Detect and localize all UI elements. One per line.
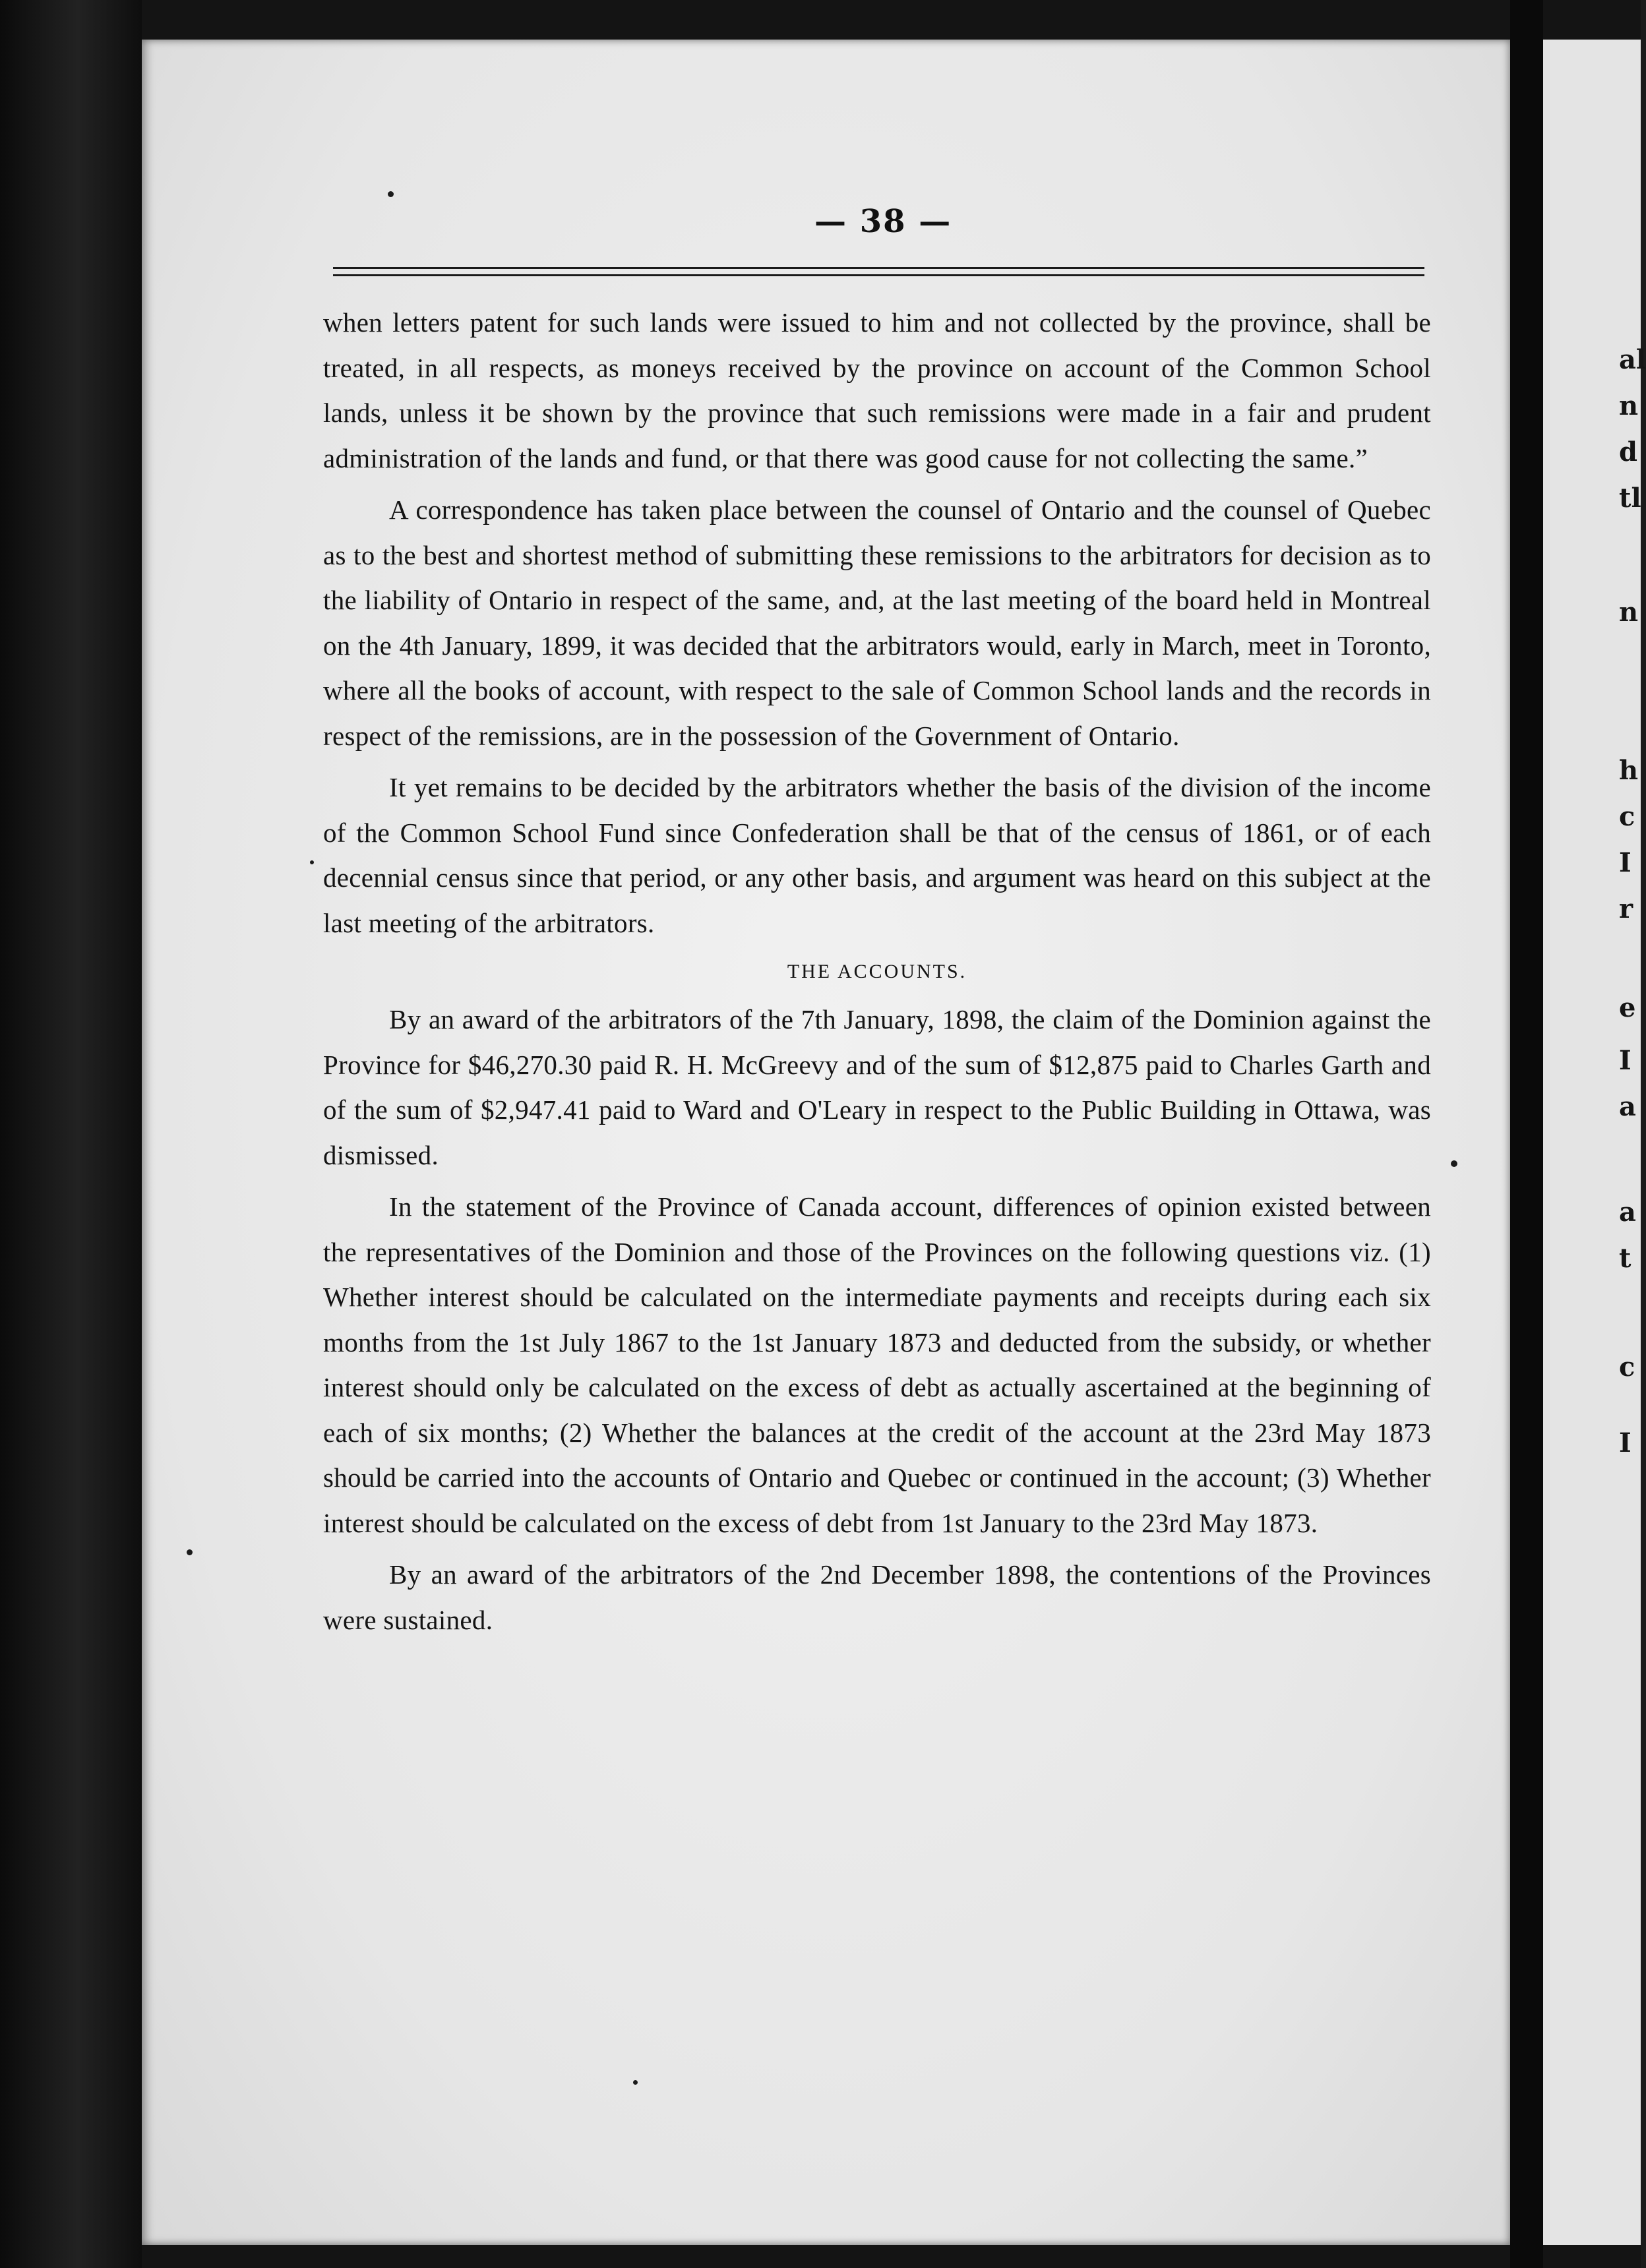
paragraph-basis-of-division: It yet remains to be decided by the arbitrators whether the basis of the division of the income of the Common School Fund since Confederation shall be that of the census of 1861, or of each decennial census since that period, or any other basis, and argument was heard on this subject at the last meeting of the arbitrators. (323, 772, 1431, 938)
facing-page-fragment: c (1619, 1352, 1635, 1383)
facing-page-edge (1543, 40, 1646, 2245)
page-number: — 38 — (814, 203, 952, 240)
facing-page-fragment: t (1619, 1243, 1631, 1274)
left-scan-margin (0, 0, 142, 2268)
facing-page-fragment: al (1619, 344, 1646, 375)
header-double-rule (333, 267, 1424, 276)
facing-page-fragment: c (1619, 801, 1635, 832)
section-heading-accounts: THE ACCOUNTS. (787, 961, 967, 982)
facing-page-fragment: I (1619, 847, 1631, 878)
facing-page-fragment: n (1619, 390, 1639, 421)
ink-speck (388, 191, 394, 197)
facing-page-fragment: I (1619, 1045, 1631, 1076)
facing-page-fragment: I (1619, 1427, 1631, 1458)
facing-page-fragment: h (1619, 755, 1639, 786)
ink-speck (1451, 1160, 1457, 1167)
page-body (323, 300, 1431, 1649)
facing-page-fragment: a (1619, 1197, 1636, 1228)
facing-page-fragment: e (1619, 992, 1636, 1023)
paragraph-award-1898: By an award of the arbitrators of the 7th January, 1898, the claim of the Dominion against the Province for $46,270.30 paid R. H. McGreevy and of the sum of $12,875 paid to Charles Garth and of the sum of $2,947.41 paid to Ward and O'Leary in respect to the Public Building in Ottawa, was dismissed. (323, 1004, 1431, 1170)
facing-page-fragment: a (1619, 1091, 1636, 1122)
facing-page-fragment: r (1619, 893, 1633, 924)
facing-page-fragment: tl (1619, 483, 1641, 514)
ink-speck (633, 2080, 638, 2085)
book-gutter (1510, 0, 1543, 2268)
facing-page-fragment: d (1619, 436, 1637, 467)
ink-speck (310, 860, 314, 864)
ink-speck (187, 1549, 193, 1555)
paragraph-continued: when letters patent for such lands were issued to him and not collected by the province, shall be treated, in all respects, as moneys received by the province on account of the Common School lands, unless it be shown by the province that such remissions were made in a fair and prudent administration of the lands and fund, or that there was good cause for not collecting the same.” (323, 307, 1431, 473)
paragraph-correspondence: A correspondence has taken place between the counsel of Ontario and the counsel of Quebec as to the best and shortest method of submitting these remissions to the arbitrators for decision as to the liability of Ontario in respect of the same, and, at the last meeting of the board held in Montreal on the 4th January, 1899, it was decided that the arbitrators would, early in March, meet in Toronto, where all the books of account, with respect to the sale of Common School lands and the records in respect of the remissions, are in the possession of the Government of Ontario. (323, 494, 1431, 751)
paragraph-province-of-canada-account: In the statement of the Province of Canada account, differences of opinion existed between the representatives of the Dominion and those of the Provinces on the following questions viz. (1) Whether interest should be calculated on the intermediate payments and receipts during each six months from the 1st July 1867 to the 1st January 1873 and deducted from the subsidy, or whether interest should only be calculated on the excess of debt as actually ascertained at the beginning of each of six months; (2) Whether the balances at the credit of the account at the 23rd May 1873 should be carried into the accounts of Ontario and Quebec or continued in the account; (3) Whether interest should be calculated on the excess of debt from 1st January to the 23rd May 1873. (323, 1191, 1431, 1538)
paragraph-award-december-1898: By an award of the arbitrators of the 2nd December 1898, the contentions of the Provinces were sustained. (323, 1559, 1431, 1635)
facing-page-fragment: n (1619, 597, 1639, 628)
